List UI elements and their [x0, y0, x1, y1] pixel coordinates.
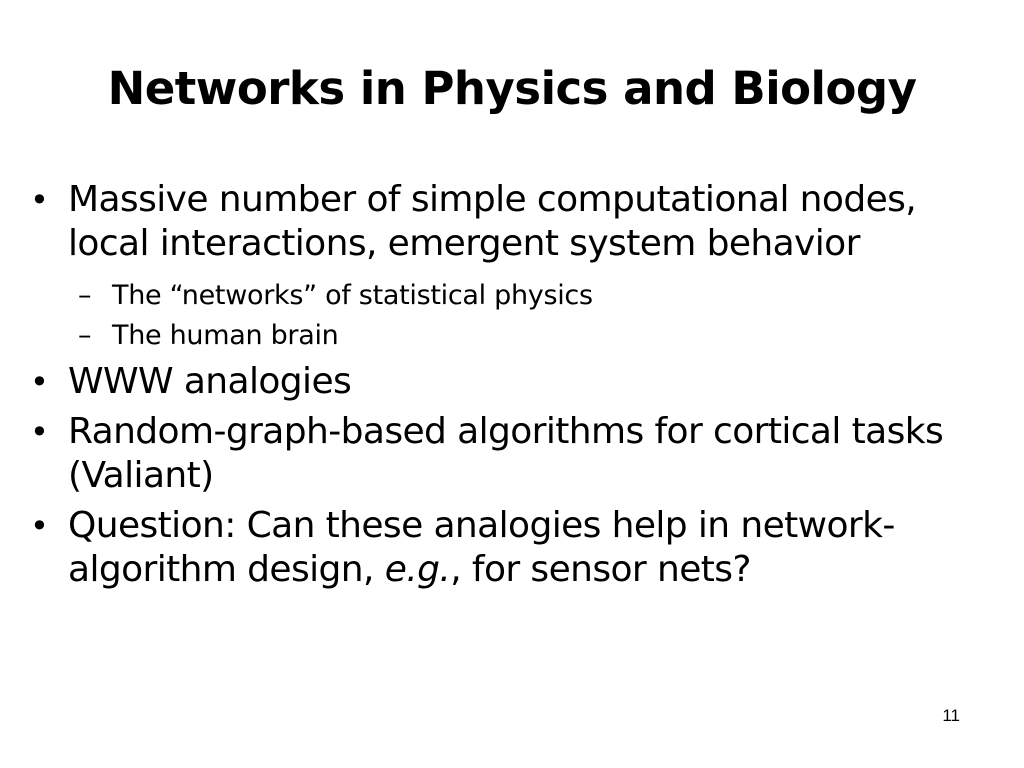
bullet-text: Massive number of simple computational nodes, local interactions, emergent system behavior: [68, 179, 917, 264]
sub-bullet-list: [28, 276, 988, 356]
emphasis-text: e.g.: [384, 549, 451, 590]
bullet-icon: •: [30, 363, 49, 401]
bullet-icon: •: [30, 507, 49, 545]
bullet-item: [28, 178, 988, 266]
bullet-icon: •: [30, 413, 49, 451]
bullet-text: [68, 505, 895, 590]
slide-body: [28, 178, 988, 598]
sub-bullet-text: The human brain: [112, 320, 339, 351]
sub-bullet-item: [28, 276, 988, 316]
bullet-icon: •: [30, 181, 49, 219]
bullet-text: Random-graph-based algorithms for cortical tasks (Valiant): [68, 411, 944, 496]
bullet-item: [28, 504, 988, 592]
bullet-text-start: Question: Can these analogies help in network-algorithm design,: [68, 505, 895, 590]
slide-number: 11: [942, 706, 960, 725]
sub-bullet-text: The “networks” of statistical physics: [112, 280, 593, 311]
bullet-text-end: , for sensor nets?: [450, 549, 751, 590]
bullet-item: [28, 360, 988, 404]
dash-icon: –: [78, 280, 92, 311]
sub-bullet-item: [28, 316, 988, 356]
dash-icon: –: [78, 320, 92, 351]
slide-title: Networks in Physics and Biology: [107, 62, 917, 115]
bullet-item: [28, 410, 988, 498]
bullet-text: WWW analogies: [68, 361, 352, 402]
